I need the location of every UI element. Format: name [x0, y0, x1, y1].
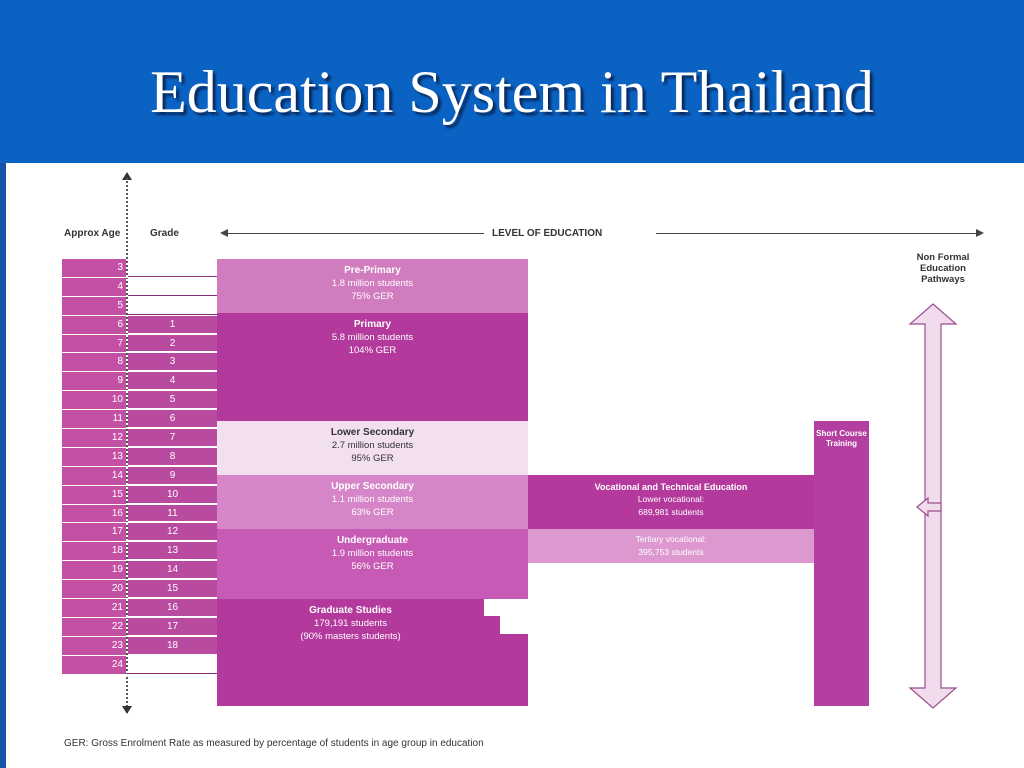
- table-row: [62, 599, 217, 618]
- lower-secondary-block: [217, 421, 528, 475]
- table-row: [62, 391, 217, 410]
- axis-down-arrow-icon: [122, 706, 132, 714]
- level-line-right: [656, 233, 978, 234]
- age-cell: 20: [62, 580, 126, 598]
- table-row: [62, 372, 217, 391]
- grade-cell: [128, 656, 217, 674]
- table-row: [62, 467, 217, 486]
- graduate-title: Graduate Studies: [309, 605, 392, 616]
- grade-cell: 11: [128, 505, 217, 523]
- upper-secondary-title: Upper Secondary: [331, 481, 414, 492]
- age-cell: 23: [62, 637, 126, 655]
- grade-cell: 17: [128, 618, 217, 636]
- slide-title: Education System in Thailand: [150, 59, 874, 125]
- age-cell: 24: [62, 656, 126, 674]
- table-row: [62, 580, 217, 599]
- tertiary-vocational-label: Tertiary vocational:: [635, 534, 707, 544]
- grade-cell: 4: [128, 372, 217, 390]
- short-course-block: Short Course Training: [814, 421, 869, 706]
- pre-primary-title: Pre-Primary: [344, 265, 401, 276]
- primary-ger: 104% GER: [348, 345, 397, 356]
- table-row: [62, 297, 217, 316]
- footnote: GER: Gross Enrolment Rate as measured by percentage of students in age group in education: [64, 738, 484, 749]
- age-grade-table: [62, 259, 217, 675]
- grade-cell: 12: [128, 523, 217, 541]
- table-row: [62, 353, 217, 372]
- lower-vocational-count: 689,981 students: [638, 507, 704, 517]
- grade-cell: 14: [128, 561, 217, 579]
- table-row: [62, 637, 217, 656]
- table-row: [62, 486, 217, 505]
- age-cell: 9: [62, 372, 126, 390]
- table-row: [62, 429, 217, 448]
- age-cell: 7: [62, 335, 126, 353]
- table-row: [62, 410, 217, 429]
- age-cell: 6: [62, 316, 126, 334]
- age-cell: 15: [62, 486, 126, 504]
- undergraduate-block: [217, 529, 528, 599]
- table-row: [62, 618, 217, 637]
- age-cell: 8: [62, 353, 126, 371]
- upper-secondary-students: 1.1 million students: [331, 494, 414, 505]
- lower-secondary-students: 2.7 million students: [331, 440, 414, 451]
- level-of-education-label: LEVEL OF EDUCATION: [492, 228, 603, 239]
- age-cell: 3: [62, 259, 126, 277]
- left-border: [0, 163, 6, 768]
- level-line-left: [226, 233, 484, 234]
- table-row: [62, 335, 217, 354]
- table-row: [62, 656, 217, 675]
- upper-secondary-block: [217, 475, 528, 529]
- level-right-arrow-icon: [976, 229, 984, 237]
- age-cell: 21: [62, 599, 126, 617]
- table-row: [62, 259, 217, 278]
- age-cell: 10: [62, 391, 126, 409]
- table-row: [62, 523, 217, 542]
- age-cell: 13: [62, 448, 126, 466]
- grade-cell: [128, 259, 217, 277]
- pre-primary-students: 1.8 million students: [331, 278, 414, 289]
- undergraduate-ger: 56% GER: [351, 561, 394, 572]
- age-cell: 18: [62, 542, 126, 560]
- age-cell: 22: [62, 618, 126, 636]
- primary-students: 5.8 million students: [331, 332, 414, 343]
- lower-secondary-ger: 95% GER: [351, 453, 394, 464]
- grade-cell: 15: [128, 580, 217, 598]
- table-row: [62, 505, 217, 524]
- graduate-block: [217, 599, 484, 706]
- table-row: [62, 561, 217, 580]
- age-cell: 14: [62, 467, 126, 485]
- age-cell: 17: [62, 523, 126, 541]
- grade-cell: 8: [128, 448, 217, 466]
- primary-title: Primary: [353, 319, 392, 330]
- lower-vocational-label: Lower vocational:: [637, 494, 705, 504]
- age-cell: 5: [62, 297, 126, 315]
- non-formal-double-arrow-icon: [908, 302, 958, 710]
- grade-cell: 3: [128, 353, 217, 371]
- grade-cell: 9: [128, 467, 217, 485]
- graduate-students: 179,191 students: [314, 618, 387, 629]
- non-formal-label: Non Formal Education Pathways: [916, 252, 970, 285]
- slide-header: [0, 0, 1024, 163]
- age-cell: 11: [62, 410, 126, 428]
- grade-cell: 6: [128, 410, 217, 428]
- grade-cell: 7: [128, 429, 217, 447]
- graduate-step-2: [500, 634, 528, 706]
- grade-cell: [128, 278, 217, 296]
- lower-secondary-title: Lower Secondary: [330, 427, 415, 438]
- table-row: [62, 542, 217, 561]
- graduate-step-1: [484, 616, 500, 706]
- tertiary-vocational-count: 395,753 students: [638, 547, 704, 557]
- grade-label: Grade: [150, 228, 179, 239]
- tertiary-vocational-block: [528, 529, 814, 563]
- grade-cell: 18: [128, 637, 217, 655]
- primary-block: [217, 313, 528, 421]
- grade-cell: 1: [128, 316, 217, 334]
- grade-cell: 13: [128, 542, 217, 560]
- grade-cell: [128, 297, 217, 315]
- graduate-masters: (90% masters students): [300, 631, 401, 642]
- grade-cell: 10: [128, 486, 217, 504]
- age-cell: 12: [62, 429, 126, 447]
- undergraduate-students: 1.9 million students: [331, 548, 414, 559]
- vocational-block: [528, 475, 814, 529]
- grade-cell: 16: [128, 599, 217, 617]
- grade-cell: 2: [128, 335, 217, 353]
- table-row: [62, 278, 217, 297]
- pre-primary-block: [217, 259, 528, 313]
- undergraduate-title: Undergraduate: [336, 535, 409, 546]
- upper-secondary-ger: 63% GER: [351, 507, 394, 518]
- age-cell: 4: [62, 278, 126, 296]
- table-row: [62, 316, 217, 335]
- pre-primary-ger: 75% GER: [351, 291, 394, 302]
- vocational-title: Vocational and Technical Education: [594, 482, 748, 492]
- age-cell: 19: [62, 561, 126, 579]
- age-cell: 16: [62, 505, 126, 523]
- table-row: [62, 448, 217, 467]
- approx-age-label: Approx Age: [64, 228, 121, 239]
- grade-cell: 5: [128, 391, 217, 409]
